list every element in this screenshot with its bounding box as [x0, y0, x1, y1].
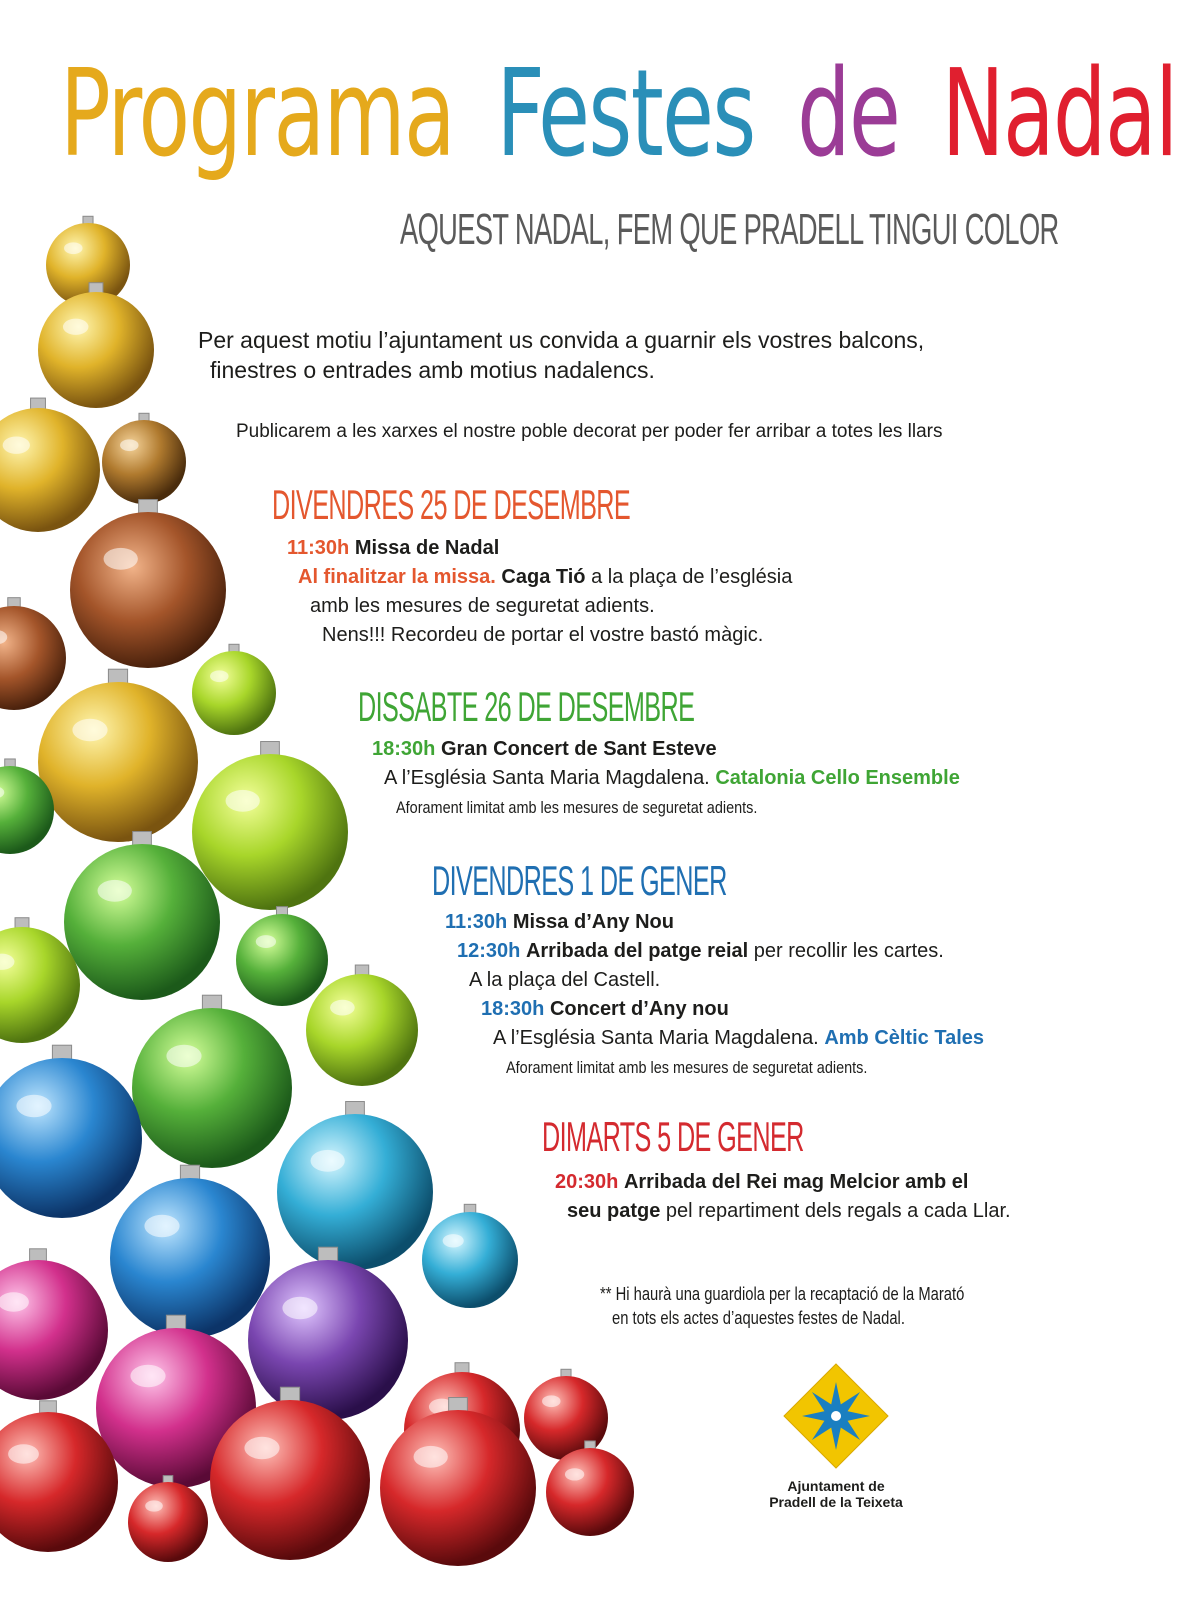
- event-time: 20:30h: [555, 1171, 619, 1193]
- logo-caption: [736, 1478, 936, 1510]
- event-line: [287, 534, 499, 562]
- event-detail: per recollir les cartes.: [753, 940, 944, 962]
- bauble-highlight: [64, 242, 82, 254]
- logo-star-center: [831, 1411, 841, 1421]
- event-line: [493, 1024, 984, 1052]
- logo-line-2: Pradell de la Teixeta: [769, 1494, 903, 1510]
- day-heading-2: DISSABTE 26 DE DESEMBRE: [358, 683, 695, 730]
- bauble-highlight: [130, 1365, 165, 1387]
- bauble: [0, 1058, 142, 1218]
- intro-line-3: Publicarem a les xarxes el nostre poble decorat per poder fer arribar a totes les llars: [236, 421, 943, 442]
- bauble: [380, 1410, 536, 1566]
- event-title: Caga Tió: [501, 566, 586, 588]
- bauble-highlight: [98, 880, 132, 902]
- intro-line-1: Per aquest motiu l’ajuntament us convida a guarnir els vostres balcons,: [198, 327, 925, 353]
- title-word: de: [797, 45, 900, 184]
- bauble-highlight: [145, 1500, 163, 1511]
- bauble-highlight: [330, 1000, 355, 1016]
- day-heading-4: DIMARTS 5 DE GENER: [542, 1113, 804, 1160]
- bauble: [306, 974, 418, 1086]
- logo-line-1: Ajuntament de: [787, 1478, 885, 1494]
- event-lead: Al finalitzar la missa.: [298, 566, 496, 588]
- bauble: [422, 1212, 518, 1308]
- bauble-highlight: [282, 1297, 317, 1319]
- bauble-highlight: [210, 670, 228, 682]
- bauble: [38, 292, 154, 408]
- event-performer: Amb Cèltic Tales: [824, 1027, 984, 1049]
- event-title: Arribada del Rei mag Melcior amb el: [623, 1171, 969, 1193]
- subtitle: AQUEST NADAL, FEM QUE PRADELL TINGUI COLOR: [400, 205, 1059, 254]
- bauble: [110, 1178, 270, 1338]
- event-detail: pel repartiment dels regals a cada Llar.: [665, 1200, 1011, 1222]
- bauble-highlight: [443, 1234, 464, 1247]
- municipality-logo: [782, 1362, 890, 1470]
- event-title: Missa de Nadal: [354, 537, 500, 559]
- event-note: Aforament limitat amb les mesures de seguretat adients.: [506, 1058, 868, 1077]
- event-time: 18:30h: [481, 998, 545, 1020]
- bauble: [38, 682, 198, 842]
- bauble-highlight: [166, 1045, 201, 1067]
- event-line: [445, 908, 674, 936]
- event-line: [298, 563, 792, 591]
- event-time: 11:30h: [287, 537, 350, 559]
- bauble: [192, 754, 348, 910]
- event-time: 18:30h: [372, 738, 436, 760]
- event-note: Nens!!! Recordeu de portar el vostre bastó màgic.: [322, 624, 764, 646]
- event-detail: a la plaça de l’església: [591, 566, 793, 588]
- event-line: [567, 1197, 1011, 1225]
- event-line: [457, 937, 944, 965]
- bauble: [102, 420, 186, 504]
- event-detail: amb les mesures de seguretat adients.: [310, 595, 655, 617]
- event-title: Arribada del patge reial: [525, 940, 749, 962]
- bauble-highlight: [226, 790, 260, 812]
- bauble-highlight: [8, 1444, 39, 1464]
- bauble: [64, 844, 220, 1000]
- event-venue: A l’Església Santa Maria Magdalena.: [384, 767, 710, 789]
- bauble: [236, 914, 328, 1006]
- bauble-highlight: [256, 935, 276, 948]
- bauble-highlight: [16, 1095, 51, 1117]
- bauble: [192, 651, 276, 735]
- bauble: [70, 512, 226, 668]
- bauble: [0, 1260, 108, 1400]
- day-heading-3: DIVENDRES 1 DE GENER: [432, 857, 727, 904]
- bauble-highlight: [3, 437, 30, 454]
- event-line: [481, 995, 729, 1023]
- event-title: Gran Concert de Sant Esteve: [440, 738, 717, 760]
- event-time: 12:30h: [457, 940, 521, 962]
- bauble: [546, 1448, 634, 1536]
- bauble: [248, 1260, 408, 1420]
- day-heading-1: DIVENDRES 25 DE DESEMBRE: [272, 481, 631, 528]
- bauble-highlight: [63, 319, 89, 335]
- title-word: Programa: [60, 45, 455, 184]
- title-word: Nadal: [941, 45, 1177, 184]
- intro-line-2: finestres o entrades amb motius nadalencs.: [210, 357, 655, 383]
- bauble-highlight: [311, 1150, 345, 1172]
- event-venue: A l’Església Santa Maria Magdalena.: [493, 1027, 819, 1049]
- event-title: Missa d’Any Nou: [512, 911, 674, 933]
- event-title: seu patge: [567, 1200, 661, 1222]
- bauble: [210, 1400, 370, 1560]
- footnote-line-1: ** Hi haurà una guardiola per la recaptació de la Marató: [600, 1284, 965, 1304]
- bauble-highlight: [414, 1446, 448, 1468]
- bauble-highlight: [144, 1215, 179, 1237]
- bauble: [0, 408, 100, 532]
- title-word: Festes: [496, 45, 755, 184]
- bauble: [277, 1114, 433, 1270]
- bauble-highlight: [565, 1468, 584, 1480]
- event-note: Aforament limitat amb les mesures de seguretat adients.: [396, 798, 758, 817]
- bauble-highlight: [72, 719, 107, 741]
- bauble: [132, 1008, 292, 1168]
- footnote-line-2: en tots els actes d’aquestes festes de Nadal.: [612, 1308, 905, 1328]
- bauble-highlight: [542, 1395, 560, 1407]
- page-title: [60, 40, 1177, 190]
- event-line: [384, 764, 960, 792]
- bauble: [128, 1482, 208, 1562]
- event-time: 11:30h: [445, 911, 508, 933]
- bauble-highlight: [244, 1437, 279, 1459]
- bauble-highlight: [104, 548, 138, 570]
- event-title: Concert d’Any nou: [549, 998, 729, 1020]
- event-line: [555, 1168, 969, 1196]
- event-line: [372, 735, 717, 763]
- event-performer: Catalonia Cello Ensemble: [715, 767, 960, 789]
- bauble-highlight: [120, 439, 138, 451]
- event-detail: A la plaça del Castell.: [469, 969, 661, 991]
- bauble: [0, 606, 66, 710]
